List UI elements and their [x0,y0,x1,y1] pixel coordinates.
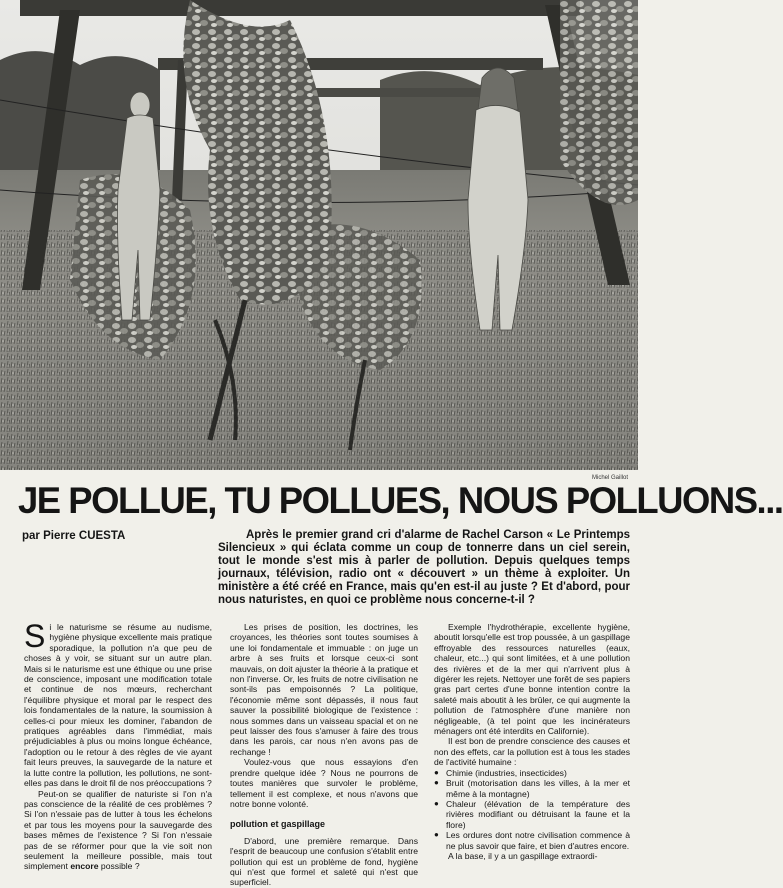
column-3-paragraph-3: A la base, il y a un gaspillage extraordi- [448,850,598,861]
article-column-2 [230,622,418,888]
column-3-paragraph-2: Il est bon de prendre conscience des causes et non des effets, car la pollution est à tous les stades de l'activité humaine : [434,736,630,768]
vineyard-photo-illustration [0,0,638,470]
article-headline: JE POLLUE, TU POLLUES, NOUS POLLUONS... [18,480,783,521]
bullet-item: ● Bruit (motorisation dans les villes, à la mer et même à la montagne) [434,778,630,799]
column-2-paragraph-1: Les prises de position, les doctrines, les croyances, les théories sont toutes soumises à une loi fondamentale et immuable : on juge un arbre à ses fruits et lorsque ceux-ci sont mauvais, on doit ajuster la théorie à la pratique et non l'inverse. Or, les fruits de notre civilisation ne sont-ils pas empoisonnés ? La politique, l'économie même sont dépassés, il nous faut sauver la possibilité biologique de l'existence : nous sommes dans un vaisseau spacial et on ne peut laisser des fous s'amuser à faire des trous dans les parois, car nous n'en avons pas de rechange ! [230,622,418,757]
column-2-paragraph-2: Voulez-vous que nous essayions d'en prendre quelque idée ? Nous ne pourrons de toutes manières que survoler le problème, tellement il est complexe, et nous n'avons que notre bonne volonté. [230,757,418,809]
column-1-text-3: possible ? [100,861,140,872]
column-1-text-2: Peut-on se qualifier de naturiste si l'on n'a pas conscience de la réalité de ces problèmes ? Si l'on n'essaie pas de lutter à tous les échelons et par tous les moyens pour la sauvegarde des bases mêmes de l'existence ? Si l'on n'essaie pas de se réformer pour que la vie soit non seulement la meilleure possible, mais tout simplement [24,788,212,872]
article-column-1 [24,618,212,872]
column-1-text: i le naturisme se résume au nudisme, hygiène physique excellente mais pratique sporadique, la pollution n'a que peu de choses à y voir, se situant sur un autre plan. Mais si le naturisme est une éthique ou une prise de conscience, imposant une modification totale et continue de nos mœurs, recherchant l'équilibre physique et moral par le respect des lois fondamentales de la nature, la soumission à celles-ci pour mieux les dominer, l'abandon de pratiques agréables dans l'immédiat, mais préjudiciables à plus ou moins longue échéance, l'adoption ou le retour à des règles de vie ayant fait leurs preuves, la sauvegarde de la nature et la lutte contre la pollution, les pollutions, ne sont-elles pas dans le droit fil de nos préoccupations ? [24,622,212,789]
vineyard-photo [0,0,638,470]
column-1-paragraph-1 [24,618,212,789]
photo-credit: Michel Gaillot [591,475,628,481]
column-3-paragraph-1: Exemple l'hydrothérapie, excellente hygiène, aboutit lorsqu'elle est trop poussée, à un gaspillage effroyable des ressources naturelles (eaux, chaleur, etc...) qui sont limitées, et à une pollution des rivières et de la mer qui n'arrivent plus à digérer les rejets. Nettoyer une forêt de ses papiers gras part certes d'une bonne intention contre la saleté mais aboutit à les brûler, ce qui augmente la pollution de l'atmosphère d'une manière non négligeable, (à tel point que les incinérateurs ménagers ont été interdits en Californie). [434,622,630,737]
bullet-item: ● Les ordures dont notre civilisation commence à ne plus savoir que faire, et bien d'autres encore. [434,830,630,851]
article-column-3 [434,622,630,861]
column-1-paragraph-2 [24,789,212,872]
bullet-item: ● Chaleur (élévation de la température des rivières modifiant ou détruisant la faune et la flore) [434,799,630,830]
emphasis-text: encore [70,861,99,872]
drop-cap: S [24,618,46,654]
column-2-paragraph-3: D'abord, une première remarque. Dans l'esprit de beaucoup une confusion s'établit entre pollution qui est un problème de fond, hygiène qui n'est que formel et saleté qui n'est que superficiel. [230,835,418,888]
subheading: pollution et gaspillage [230,819,326,830]
article-byline: par Pierre CUESTA [22,530,126,542]
article-lead: Après le premier grand cri d'alarme de Rachel Carson « Le Printemps Silencieux » qui éclata comme un coup de tonnerre dans un ciel serein, tout le monde s'est mis à parler de pollution. Depuis quelques temps journaux, télévision, radio ont « découvert » un thème à exploiter. Un ministère a été créé en France, mais qu'en est-il au juste ? Et d'abord, pour nous naturistes, en quoi ce problème nous concerne-t-il ? [218,529,630,606]
bullet-item: ● Chimie (industries, insecticides) [434,768,630,778]
